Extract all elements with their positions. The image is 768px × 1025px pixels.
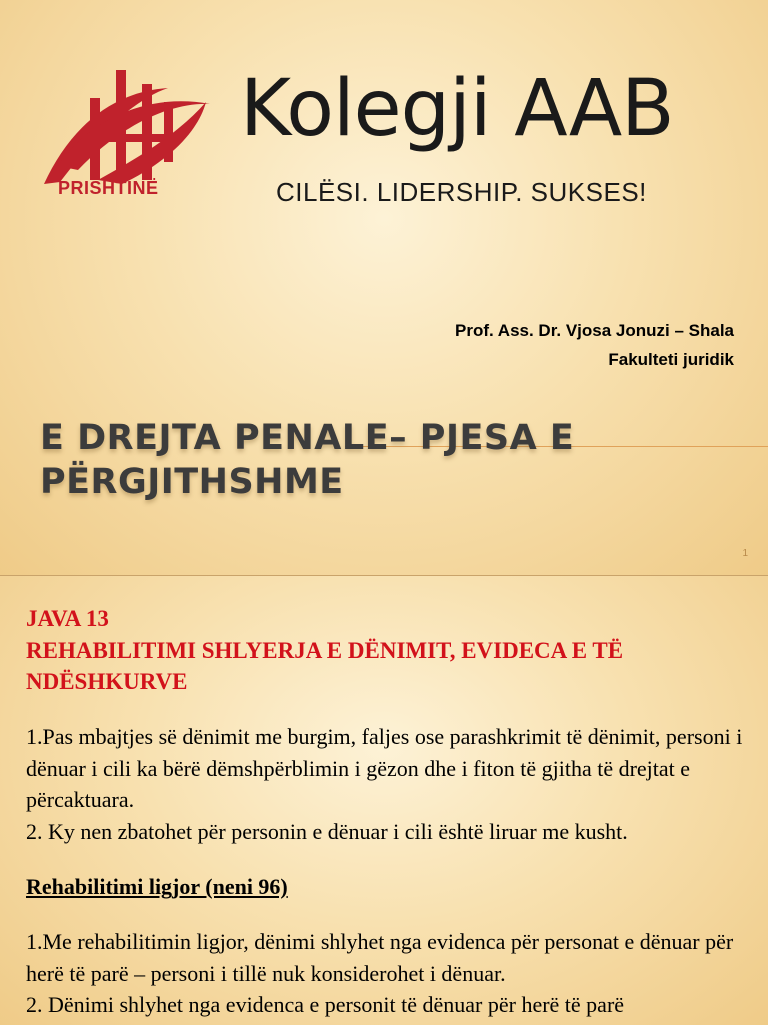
faculty-name: Fakulteti juridik <box>608 350 734 369</box>
paragraph-1: 1.Pas mbajtjes së dënimit me burgim, faljes ose parashkrimit të dënimit, personi i dënuar i cili ka bërë dëmshpërblimin i gëzon dhe i fiton të gjitha të drejtat e përcaktuara. <box>26 724 743 812</box>
slide-content <box>26 603 748 1021</box>
author-block <box>455 316 734 374</box>
course-title <box>40 416 680 504</box>
topic-heading: REHABILITIMI SHLYERJA E DËNIMIT, EVIDECA E TË NDËSHKURVE <box>26 638 624 694</box>
paragraph-4: 2. Dënimi shlyhet nga evidenca e personit të dënuar për herë të parë <box>26 992 625 1017</box>
paragraph-3: 1.Me rehabilitimin ligjor, dënimi shlyhet nga evidenca për personat e dënuar për herë të parë – personi i tillë nuk konsiderohet i dënuar. <box>26 929 734 986</box>
author-name: Prof. Ass. Dr. Vjosa Jonuzi – Shala <box>454 321 734 340</box>
slide-number: 1 <box>742 548 748 559</box>
week-label: JAVA 13 <box>26 606 109 631</box>
paragraph-2: 2. Ky nen zbatohet për personin e dënuar i cili është liruar me kusht. <box>26 818 628 844</box>
content-slide <box>0 576 768 1025</box>
brand-tagline: CILËSI. LIDERSHIP. SUKSES! <box>276 177 647 207</box>
section-heading: Rehabilitimi ligjor (neni 96) <box>26 874 288 899</box>
course-title-line2: PËRGJITHSHME <box>40 462 344 502</box>
brand-name: Kolegji AAB <box>240 64 674 154</box>
logo-caption: PRISHTINË <box>58 178 159 198</box>
course-title-line1: E DREJTA PENALE– PJESA E <box>40 418 575 458</box>
